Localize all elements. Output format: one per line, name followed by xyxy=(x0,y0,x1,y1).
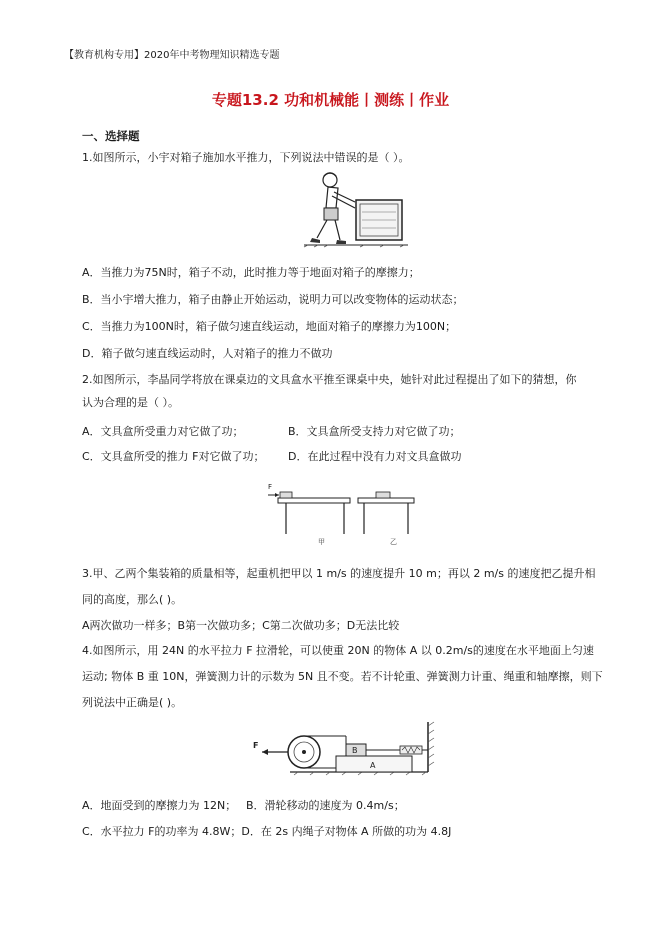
q4-force-label: F xyxy=(253,741,259,750)
q4-block-b-label: B xyxy=(352,746,358,755)
q2-option-b: B．文具盒所受支持力对它做了功； xyxy=(288,425,461,438)
q4-line1: 4.如图所示，用 24N 的水平拉力 F 拉滑轮，可以使重 20N 的物体 A 以 0.2m/s的速度在水平地面上匀速 xyxy=(82,644,594,657)
q4-block-a-label: A xyxy=(370,761,376,770)
q1-stem: 1.如图所示，小宇对箱子施加水平推力，下列说法中错误的是（ ）。 xyxy=(82,151,410,164)
q2-option-c: C．文具盒所受的推力 F对它做了功； xyxy=(82,450,265,463)
q2-figure-desks xyxy=(266,478,426,548)
q3-options: A两次做功一样多；B第一次做功多；C第二次做功多；D无法比较 xyxy=(82,619,400,632)
q4-figure-pulley-system xyxy=(250,718,436,778)
document-header: 【教育机构专用】2020年中考物理知识精选专题 xyxy=(64,50,280,61)
q4-option-b: B．滑轮移动的速度为 0.4m/s； xyxy=(246,799,405,812)
q3-line1: 3.甲、乙两个集装箱的质量相等，起重机把甲以 1 m/s 的速度提升 10 m；再以 2 m/s 的速度把乙提升相 xyxy=(82,567,596,580)
q3-line2: 同的高度，那么( )。 xyxy=(82,593,183,606)
q1-option-a: A．当推力为75N时，箱子不动，此时推力等于地面对箱子的摩擦力； xyxy=(82,266,420,279)
q4-option-cd: C．水平拉力 F的功率为 4.8W；D．在 2s 内绳子对物体 A 所做的功为 4.8J xyxy=(82,825,452,838)
section-heading: 一、选择题 xyxy=(82,129,140,143)
q1-option-d: D．箱子做匀速直线运动时，人对箱子的推力不做功 xyxy=(82,347,333,360)
q4-option-a: A．地面受到的摩擦力为 12N； xyxy=(82,799,237,812)
q2-desk-left-label: 甲 xyxy=(318,538,325,546)
q1-option-c: C．当推力为100N时，箱子做匀速直线运动，地面对箱子的摩擦力为100N； xyxy=(82,320,457,333)
q1-figure-boy-pushing-box xyxy=(300,168,412,250)
q4-line3: 列说法中正确是( )。 xyxy=(82,696,183,709)
q4-line2: 运动; 物体 B 重 10N，弹簧测力计的示数为 5N 且不变。若不计轮重、弹簧测力计重、绳重和轴摩擦，则下 xyxy=(82,670,603,683)
q2-force-label: F xyxy=(268,483,273,491)
q1-option-b: B．当小宇增大推力，箱子由静止开始运动，说明力可以改变物体的运动状态； xyxy=(82,293,464,306)
page-title: 专题13.2 功和机械能丨测练丨作业 xyxy=(211,91,450,109)
q2-option-a: A．文具盒所受重力对它做了功； xyxy=(82,425,244,438)
q2-stem-line2: 认为合理的是（ ）。 xyxy=(82,396,179,409)
q2-option-d: D．在此过程中没有力对文具盒做功 xyxy=(288,450,462,463)
q2-stem-line1: 2.如图所示，李晶同学将放在课桌边的文具盒水平推至课桌中央，她针对此过程提出了如下的猜想，你 xyxy=(82,373,577,386)
q2-desk-right-label: 乙 xyxy=(390,538,397,546)
